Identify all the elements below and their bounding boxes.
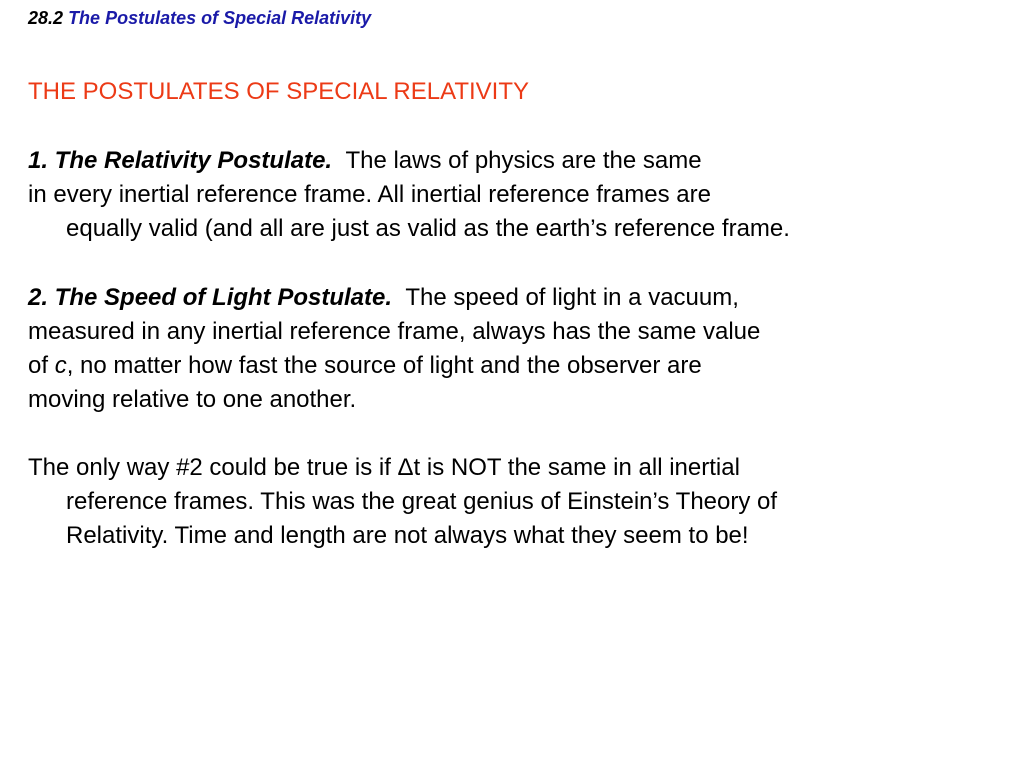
postulate-2-paragraph bbox=[28, 281, 760, 417]
conclusion-line-1: The only way #2 could be true is if Δt is NOT the same in all inertial bbox=[28, 454, 740, 481]
slide-header bbox=[28, 6, 371, 30]
postulate-1-line-3: equally valid (and all are just as valid as the earth’s reference frame. bbox=[66, 215, 790, 242]
postulate-1-line-1 bbox=[28, 144, 790, 178]
slide-heading: THE POSTULATES OF SPECIAL RELATIVITY bbox=[28, 78, 529, 105]
postulate-2-text-1: The speed of light in a vacuum, bbox=[405, 284, 739, 311]
section-title: The Postulates of Special Relativity bbox=[68, 8, 372, 28]
postulate-1-text-1: The laws of physics are the same bbox=[345, 147, 702, 174]
conclusion-line-3: Relativity. Time and length are not always what they seem to be! bbox=[66, 522, 749, 549]
postulate-2-line-3 bbox=[28, 349, 760, 383]
speed-of-light-symbol: c bbox=[54, 352, 67, 379]
postulate-1-paragraph bbox=[28, 144, 790, 246]
postulate-2-line-3-prefix: of bbox=[28, 352, 55, 379]
postulate-1-line-2: in every inertial reference frame. All inertial reference frames are bbox=[28, 181, 711, 208]
postulate-2-line-3-rest: , no matter how fast the source of light and the observer are bbox=[66, 352, 702, 379]
conclusion-paragraph bbox=[28, 451, 777, 553]
postulate-2-line-1 bbox=[28, 281, 760, 315]
postulate-2-line-4: moving relative to one another. bbox=[28, 386, 357, 413]
section-number: 28.2 bbox=[28, 8, 64, 28]
postulate-2-title: 2. The Speed of Light Postulate. bbox=[28, 284, 393, 311]
conclusion-line-2: reference frames. This was the great genius of Einstein’s Theory of bbox=[66, 488, 778, 515]
postulate-1-title: 1. The Relativity Postulate. bbox=[28, 147, 333, 174]
postulate-2-line-2: measured in any inertial reference frame, always has the same value bbox=[28, 318, 761, 345]
